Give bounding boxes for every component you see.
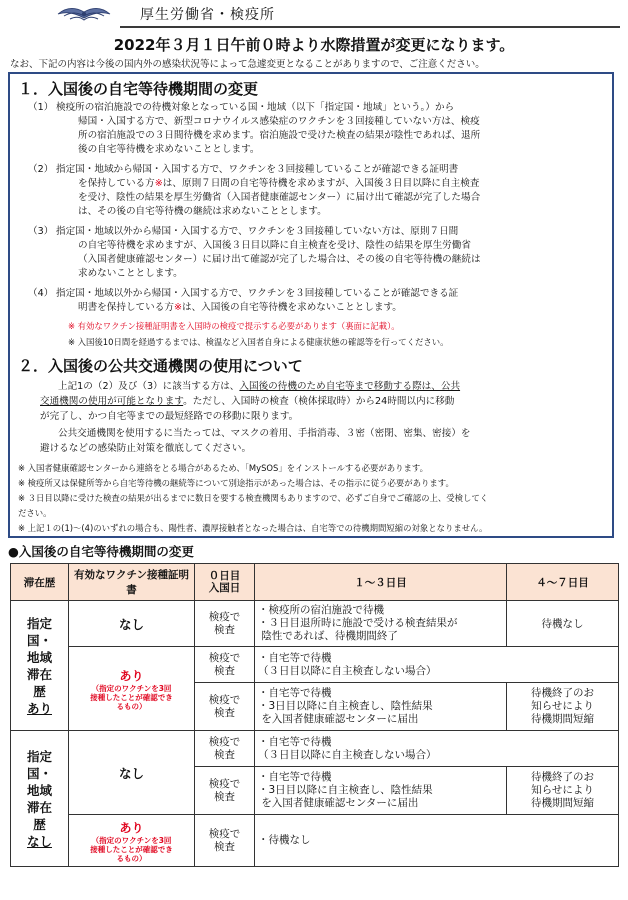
r3-day1-3: ・自宅等で待機 ・3日目以降に自主検査し、陰性結果 を入国者健康確認センターに届出 [255,683,507,731]
item1-number: （1） [28,102,54,113]
group-b-nashi: なし [26,833,52,849]
note-vaccine-certificate: ※ 有効なワクチン接種証明書を入国時の検疫で提示する必要があります（裏面に記載）。 [68,321,400,331]
item2-line2-pre: を保持している方 [78,178,155,189]
r3-day4-7: 待機終了のお 知らせにより 待機期間短縮 [507,683,619,731]
header-divider [120,26,620,28]
section2-note-positive-contacts: ※ 上記１の(1)～(4)のいずれの場合も、陽性者、濃厚接触者となった場合は、自宅等での待機期間短縮の対象となりません。 [18,523,488,533]
section2-line5: 避けるなどの感染防止対策を徹底してください。 [40,443,252,454]
r5-day4-7: 待機終了のお 知らせにより 待機期間短縮 [507,767,619,815]
note-health-check: ※ 入国後10日間を経過するまでは、検温など入国者自身による健康状態の確認等を行ってください。 [68,337,449,347]
section2-line1 [58,380,614,393]
cert-yes-note: （指定のワクチンを3回 接種したことが確認でき るもの） [90,683,173,711]
group-a-ari: あり [26,700,52,716]
header-stay-history: 滞在歴 [11,564,69,601]
header-day4-7: ４～７日目 [507,564,619,601]
quarantine-test: 検疫で 検査 [195,731,255,767]
mhlw-emblem-icon [56,2,112,26]
group-a-label [11,601,69,731]
table-section-title: 入国後の自宅等待機期間の変更 [18,544,194,559]
section2-line1-underlined: 入国後の待機のため自宅等まで移動する際は、公共 [239,381,461,392]
quarantine-test: 検疫で 検査 [195,647,255,683]
cert-yes-note: （指定のワクチンを3回 接種したことが確認でき るもの） [90,835,173,863]
table-row [11,601,619,647]
section2-line2 [40,395,614,408]
item4-line2 [78,301,614,314]
item3-line4: 求めないこととします。 [78,268,183,279]
cert-yes-label: あり [119,668,144,683]
section2-note-mysos: ※ 入国者健康確認センターから連絡をとる場合があるため、「MySOS」をインストールする必要があります。 [18,463,429,473]
table-section-heading [8,542,194,560]
item4-asterisk: ※ [173,302,182,313]
section2-note-instructions: ※ 検疫所又は保健所等から自宅等待機の継続等について別途指示があった場合は、その指示に従う必要があります。 [18,478,454,488]
item1-line3: 所の宿泊施設での３日間待機を求めます。宿泊施設で受けた検査の結果が陰性であれば、退所 [78,130,481,141]
group-a-label-text: 指定 国・ 地域 滞在 歴 [26,615,52,699]
quarantine-test: 検疫で 検査 [195,683,255,731]
r2-day1-3: ・自宅等で待機 （３日目以降に自主検査しない場合） [255,647,619,683]
cert-none: なし [69,601,195,647]
r6-day1-3: ・待機なし [255,815,619,867]
page-subtitle: なお、下記の内容は今後の国内外の感染状況等によって急遽変更となることがありますので、ご注意ください。 [10,59,485,70]
header-vaccine-cert: 有効なワクチン接種証明書 [69,564,195,601]
cert-yes-label: あり [119,820,144,835]
quarantine-test: 検疫で 検査 [195,767,255,815]
quarantine-test: 検疫で 検査 [195,815,255,867]
page-header [0,0,628,28]
item4-line1: 指定国・地域以外から帰国・入国する方で、ワクチンを３回接種していることが確認できる証 [56,288,459,299]
table-row [11,731,619,767]
item3-line1: 指定国・地域以外から帰国・入国する方で、ワクチンを３回接種していない方は、原則７日間 [56,226,459,237]
item3-number: （3） [28,226,54,237]
item3-line3: （入国者健康確認センター）に届け出て確認が完了した場合は、その後の自宅等待機の継続は [78,254,481,265]
cert-yes [69,815,195,867]
item4-number: （4） [28,288,54,299]
item3-line2: の自宅等待機を求めますが、入国後３日目以降に自主検査を受け、陰性の結果を厚生労働省 [78,240,471,251]
cert-none: なし [69,731,195,815]
page-title: 2022年３月１日午前０時より水際措置が変更になります。 [113,36,515,54]
section2-line4: 公共交通機関を使用するに当たっては、マスクの着用、手指消毒、３密（密閉、密集、密接）を [58,428,471,439]
item1-line1: 検疫所の宿泊施設での待機対象となっている国・地域（以下「指定国・地域」という。）から [56,102,455,113]
header-day0: ０日目 入国日 [195,564,255,601]
item1-line2: 帰国・入国する方で、新型コロナウイルス感染症のワクチンを３回接種していない方は、検疫 [78,116,480,127]
group-b-label-text: 指定 国・ 地域 滞在 歴 [26,748,52,832]
waiting-period-table [10,563,619,867]
item2-line2 [78,177,614,190]
item1-line4: 後の自宅等待機を求めないこととします。 [78,144,260,155]
item2-line4: は、その後の自宅等待機の継続は求めないこととします。 [78,206,327,217]
item4-line2-pre: 明書を保持している方 [78,302,174,313]
table-header-row [11,564,619,601]
group-b-label [11,731,69,867]
section2-line2-underlined: 交通機関の使用が可能となります [40,396,184,407]
r4-day1-3: ・自宅等で待機 （３日目以降に自主検査しない場合） [255,731,619,767]
quarantine-test: 検疫で 検査 [195,601,255,647]
cert-yes [69,647,195,731]
item2-line3: を受け、陰性の結果を厚生労働省（入国者健康確認センター）に届け出て確認が完了した場合 [78,192,481,203]
table-row [11,647,619,683]
section2-line2-post: 。ただし、入国時の検査（検体採取時）から24時間以内に移動 [183,396,455,407]
section2-heading: ２．入国後の公共交通機関の使用について [18,357,303,375]
item2-number: （2） [28,164,54,175]
section1-heading: １．入国後の自宅等待機期間の変更 [18,80,259,98]
r5-day1-3: ・自宅等で待機 ・3日目以降に自主検査し、陰性結果 を入国者健康確認センターに届出 [255,767,507,815]
section2-line3: が完了し、かつ自宅等までの最短経路での移動に限ります。 [40,411,299,422]
section2-note-test-results-cont: ださい。 [18,508,52,518]
section2-line1-pre: 上記1の（2）及び（3）に該当する方は、 [58,381,240,392]
table-row [11,815,619,867]
bullet-icon: ● [8,544,19,559]
ministry-name: 厚生労働省・検疫所 [140,7,275,23]
header-day1-3: １～３日目 [255,564,507,601]
item2-line1: 指定国・地域から帰国・入国する方で、ワクチンを３回接種していることが確認できる証明書 [56,164,459,175]
r1-day1-3: ・検疫所の宿泊施設で待機 ・３日目退所時に施設で受ける検査結果が 陰性であれば、待機期間終了 [255,601,507,647]
r1-day4-7: 待機なし [507,601,619,647]
item2-asterisk: ※ [154,178,163,189]
item2-line2-post: は、原則７日間の自宅等待機を求めますが、入国後３日目以降に自主検査 [162,178,480,189]
item4-line2-post: は、入国後の自宅等待機を求めないこととします。 [181,302,402,313]
section2-note-test-results: ※ ３日目以降に受けた検査の結果が出るまでに数日を要する検査機関もありますので、必ずご自身でご確認の上、受検してく [18,493,489,503]
